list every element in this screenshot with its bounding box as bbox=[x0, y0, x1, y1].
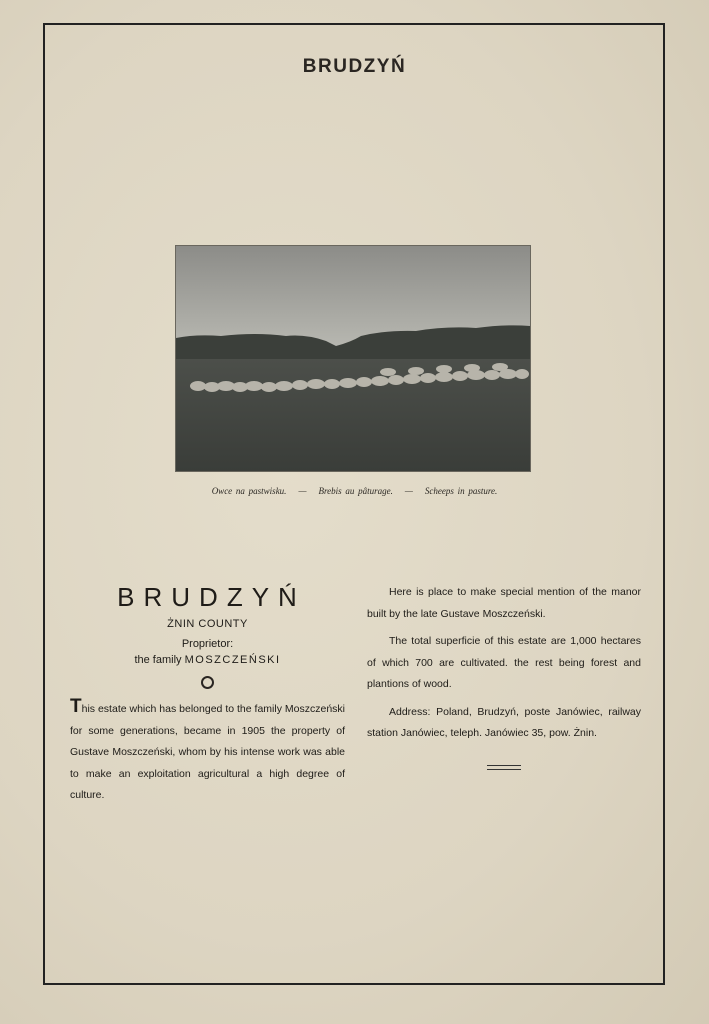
left-column bbox=[70, 582, 345, 807]
estate-history-paragraph bbox=[70, 696, 345, 807]
address-paragraph: Address: Poland, Brudzyń, poste Janówiec, railway station Janówiec, teleph. Janówiec 35, pow. Żnin. bbox=[367, 705, 641, 739]
proprietor-label: Proprietor: bbox=[181, 638, 234, 650]
caption-polish: Owce na pastwisku. bbox=[211, 486, 287, 496]
area-paragraph: The total superficie of this estate are 1,000 hectares of which 700 are cultivated. the rest being forest and plantions of wood. bbox=[367, 635, 641, 690]
manor-paragraph: Here is place to make special mention of the manor built by the late Gustave Moszczeński. bbox=[367, 586, 641, 620]
page-title: BRUDZYŃ bbox=[302, 56, 407, 77]
pasture-photo bbox=[175, 245, 531, 472]
drop-cap: T bbox=[70, 696, 82, 717]
estate-name: BRUDZYŃ bbox=[117, 582, 306, 612]
ring-ornament-icon bbox=[201, 676, 214, 689]
county-label: ŻNIN COUNTY bbox=[167, 618, 248, 630]
history-text: his estate which has belonged to the family Moszczeński for some generations, became in 1905 the property of Gustave Moszczeński, whom by his intense work was able to make an exploitation agricultural a high degree of culture. bbox=[70, 703, 345, 801]
caption-english: Scheeps in pasture. bbox=[424, 486, 498, 496]
proprietor bbox=[70, 654, 345, 666]
proprietor-name: MOSZCZEŃSKI bbox=[184, 654, 281, 666]
proprietor-prefix: the family bbox=[134, 654, 182, 666]
page-border bbox=[43, 23, 665, 985]
caption-separator: — bbox=[298, 486, 307, 496]
right-column bbox=[367, 582, 641, 770]
caption-french: Brebis au pâturage. bbox=[318, 486, 393, 496]
caption-separator: — bbox=[404, 486, 413, 496]
double-rule-divider bbox=[487, 765, 521, 770]
photo-caption bbox=[0, 486, 709, 496]
